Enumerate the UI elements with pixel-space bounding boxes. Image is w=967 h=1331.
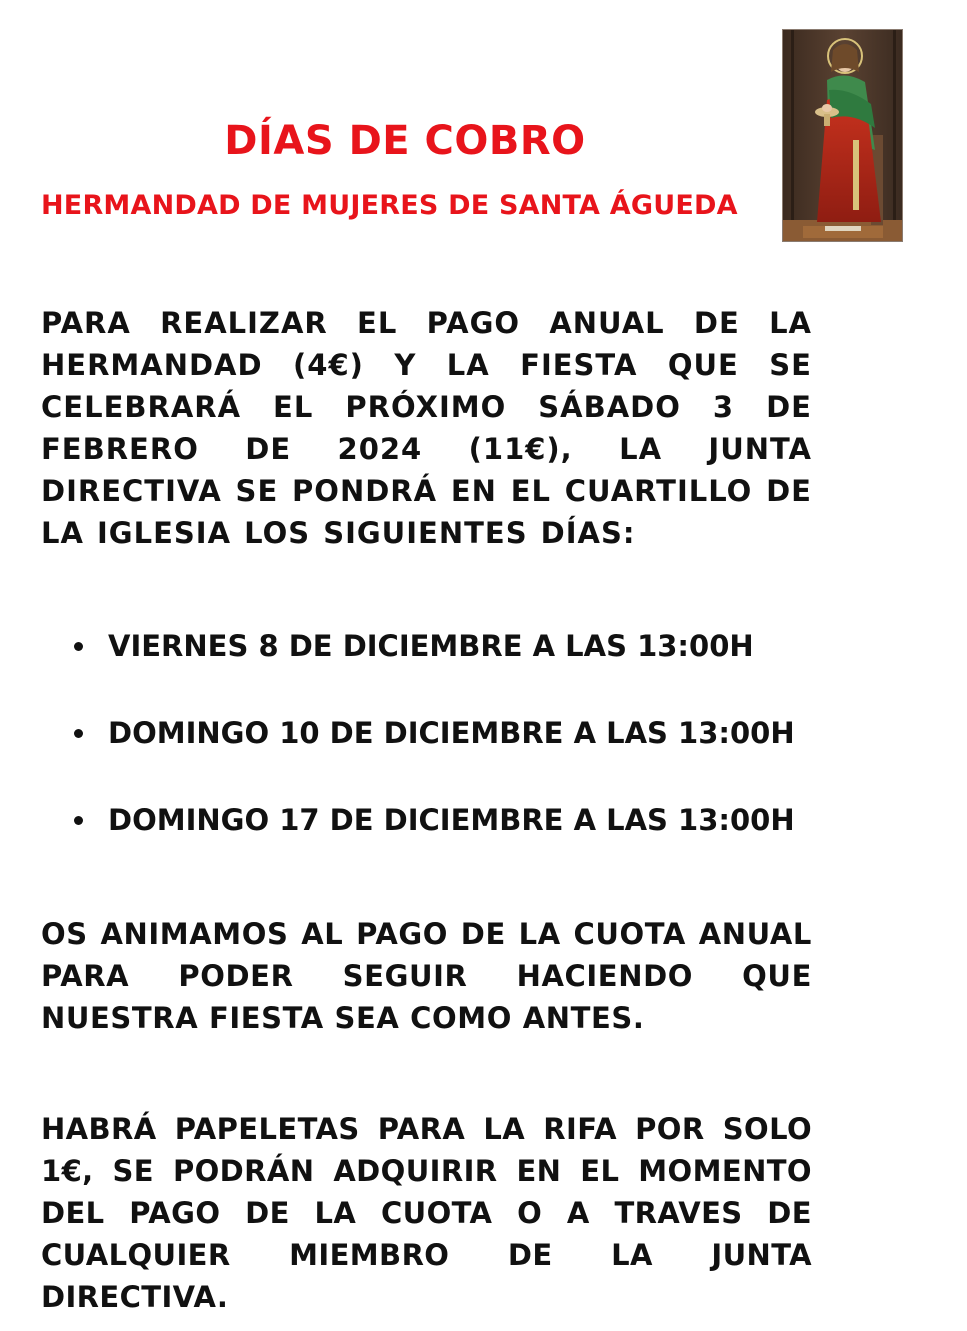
list-item	[70, 711, 795, 755]
intro-paragraph: PARA REALIZAR EL PAGO ANUAL DE LA HERMANDAD (4€) Y LA FIESTA QUE SE CELEBRARÁ EL PRÓXIMO SÁBADO 3 DE FEBRERO DE 2024 (11€), LA JUNTA DIRECTIVA SE PONDRÁ EN EL CUARTILLO DE LA IGLESIA LOS SIGUIENTES DÍAS:	[41, 306, 812, 550]
date-text: DOMINGO 10 DE DICIEMBRE A LAS 13:00H	[108, 716, 795, 750]
page-title: DÍAS DE COBRO	[224, 118, 586, 164]
collection-dates-list	[70, 624, 795, 885]
santa-agueda-image	[782, 29, 903, 242]
list-item	[70, 624, 795, 668]
bullet-icon	[74, 729, 83, 738]
santa-agueda-statue-illustration	[783, 30, 903, 242]
bullet-icon	[74, 816, 83, 825]
page-subtitle: HERMANDAD DE MUJERES DE SANTA ÁGUEDA	[41, 190, 738, 221]
encourage-paragraph: OS ANIMAMOS AL PAGO DE LA CUOTA ANUAL PARA PODER SEGUIR HACIENDO QUE NUESTRA FIESTA SEA COMO ANTES.	[41, 917, 812, 1035]
list-item	[70, 798, 795, 842]
bullet-icon	[74, 642, 83, 651]
raffle-paragraph: HABRÁ PAPELETAS PARA LA RIFA POR SOLO 1€, SE PODRÁN ADQUIRIR EN EL MOMENTO DEL PAGO DE LA CUOTA O A TRAVES DE CUALQUIER MIEMBRO DE LA JUNTA DIRECTIVA.	[41, 1112, 812, 1314]
date-text: DOMINGO 17 DE DICIEMBRE A LAS 13:00H	[108, 803, 795, 837]
date-text: VIERNES 8 DE DICIEMBRE A LAS 13:00H	[108, 629, 754, 663]
